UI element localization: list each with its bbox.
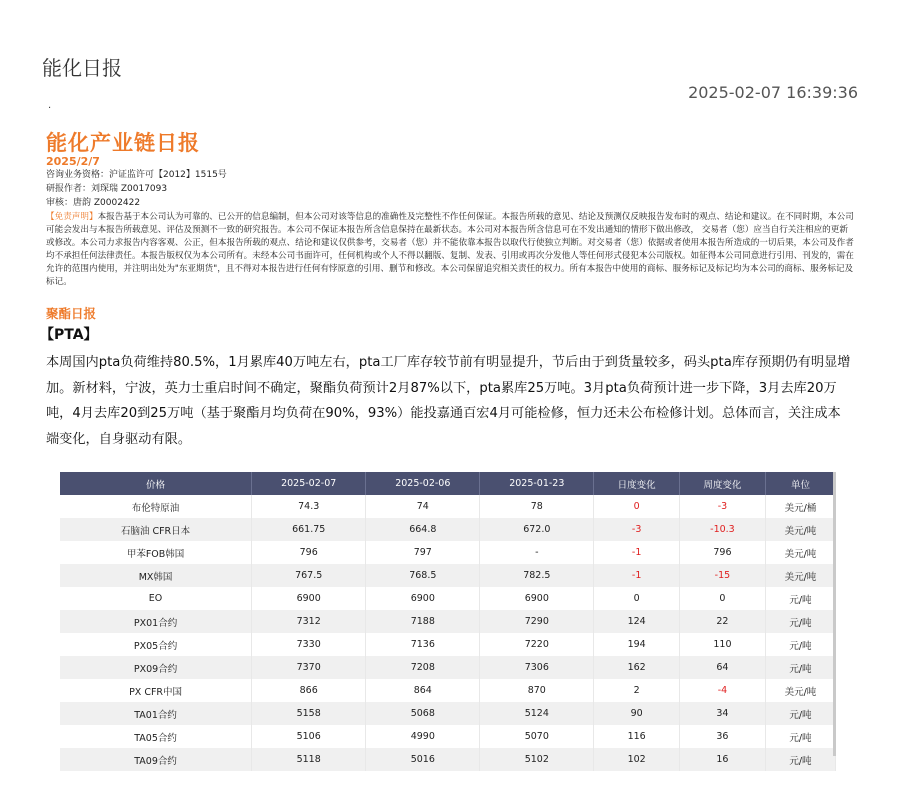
value-cell: 5102 — [480, 748, 594, 771]
value-cell: 6900 — [480, 587, 594, 610]
value-cell: 6900 — [252, 587, 366, 610]
row-name-cell: PX CFR中国 — [60, 679, 252, 702]
value-cell: 7370 — [252, 656, 366, 679]
unit-cell: 美元/吨 — [765, 541, 835, 564]
value-cell: 7290 — [480, 610, 594, 633]
table-row — [60, 541, 836, 564]
day-change-cell: 194 — [594, 633, 680, 656]
week-change-cell: 110 — [679, 633, 765, 656]
value-cell: 5070 — [480, 725, 594, 748]
value-cell: 7136 — [366, 633, 480, 656]
value-cell: 5068 — [366, 702, 480, 725]
unit-cell: 元/吨 — [765, 725, 835, 748]
value-cell: 7188 — [366, 610, 480, 633]
value-cell: - — [480, 541, 594, 564]
report-date: 2025/2/7 — [46, 155, 100, 168]
timestamp: 2025-02-07 16:39:36 — [688, 83, 858, 102]
row-name-cell: 甲苯FOB韩国 — [60, 541, 252, 564]
week-change-cell: -4 — [679, 679, 765, 702]
value-cell: 5118 — [252, 748, 366, 771]
row-name-cell: 石脑油 CFR日本 — [60, 518, 252, 541]
value-cell: 5106 — [252, 725, 366, 748]
value-cell: 4990 — [366, 725, 480, 748]
value-cell: 74.3 — [252, 495, 366, 518]
author-line: 研报作者：刘琛瑞 Z0017093 — [46, 184, 168, 194]
week-change-cell: -3 — [679, 495, 765, 518]
row-name-cell: PX05合约 — [60, 633, 252, 656]
week-change-cell: 796 — [679, 541, 765, 564]
unit-cell: 元/吨 — [765, 610, 835, 633]
value-cell: 796 — [252, 541, 366, 564]
value-cell: 6900 — [366, 587, 480, 610]
price-table — [60, 472, 836, 771]
table-row — [60, 702, 836, 725]
unit-cell: 元/吨 — [765, 633, 835, 656]
value-cell: 7208 — [366, 656, 480, 679]
table-row — [60, 518, 836, 541]
week-change-cell: -15 — [679, 564, 765, 587]
value-cell: 768.5 — [366, 564, 480, 587]
value-cell: 5124 — [480, 702, 594, 725]
header-cell: 价格 — [60, 472, 252, 495]
day-change-cell: 116 — [594, 725, 680, 748]
reviewer-line: 审核：唐韵 Z0002422 — [46, 198, 141, 208]
value-cell: 767.5 — [252, 564, 366, 587]
header-cell: 单位 — [765, 472, 835, 495]
table-row — [60, 587, 836, 610]
header-cell: 周度变化 — [679, 472, 765, 495]
row-name-cell: TA01合约 — [60, 702, 252, 725]
table-edge — [833, 472, 836, 756]
row-name-cell: EO — [60, 587, 252, 610]
week-change-cell: 36 — [679, 725, 765, 748]
unit-cell: 元/吨 — [765, 702, 835, 725]
table-row — [60, 610, 836, 633]
unit-cell: 美元/桶 — [765, 495, 835, 518]
header-cell: 2025-01-23 — [480, 472, 594, 495]
value-cell: 661.75 — [252, 518, 366, 541]
value-cell: 74 — [366, 495, 480, 518]
row-name-cell: 布伦特原油 — [60, 495, 252, 518]
header-cell: 日度变化 — [594, 472, 680, 495]
table-row — [60, 725, 836, 748]
disclaimer — [46, 211, 854, 289]
value-cell: 864 — [366, 679, 480, 702]
day-change-cell: 162 — [594, 656, 680, 679]
week-change-cell: 34 — [679, 702, 765, 725]
day-change-cell: 0 — [594, 495, 680, 518]
day-change-cell: 90 — [594, 702, 680, 725]
day-change-cell: 124 — [594, 610, 680, 633]
value-cell: 870 — [480, 679, 594, 702]
week-change-cell: 16 — [679, 748, 765, 771]
day-change-cell: 2 — [594, 679, 680, 702]
value-cell: 782.5 — [480, 564, 594, 587]
table-row — [60, 748, 836, 771]
week-change-cell: -10.3 — [679, 518, 765, 541]
day-change-cell: -1 — [594, 541, 680, 564]
day-change-cell: -1 — [594, 564, 680, 587]
unit-cell: 美元/吨 — [765, 679, 835, 702]
day-change-cell: 0 — [594, 587, 680, 610]
header-cell: 2025-02-06 — [366, 472, 480, 495]
value-cell: 672.0 — [480, 518, 594, 541]
bullet-dot: . — [48, 100, 52, 111]
table-row — [60, 564, 836, 587]
section-subtitle: 【PTA】 — [40, 327, 98, 343]
unit-cell: 元/吨 — [765, 587, 835, 610]
header-cell: 2025-02-07 — [252, 472, 366, 495]
row-name-cell: PX09合约 — [60, 656, 252, 679]
value-cell: 866 — [252, 679, 366, 702]
disclaimer-tag: 【免责声明】 — [46, 212, 98, 222]
table-row — [60, 656, 836, 679]
value-cell: 7312 — [252, 610, 366, 633]
week-change-cell: 22 — [679, 610, 765, 633]
page-title: 能化日报 — [42, 56, 122, 80]
table-row — [60, 633, 836, 656]
value-cell: 797 — [366, 541, 480, 564]
row-name-cell: TA09合约 — [60, 748, 252, 771]
table-header-row — [60, 472, 836, 495]
value-cell: 7330 — [252, 633, 366, 656]
row-name-cell: MX韩国 — [60, 564, 252, 587]
license-line: 咨询业务资格：沪证监许可【2012】1515号 — [46, 170, 227, 180]
unit-cell: 美元/吨 — [765, 564, 835, 587]
unit-cell: 元/吨 — [765, 656, 835, 679]
table-row — [60, 495, 836, 518]
week-change-cell: 0 — [679, 587, 765, 610]
section-title: 聚酯日报 — [46, 306, 97, 321]
day-change-cell: -3 — [594, 518, 680, 541]
unit-cell: 元/吨 — [765, 748, 835, 771]
section-body: 本周国内pta负荷维持80.5%，1月累库40万吨左右，pta工厂库存较节前有明显提升，节后由于到货量较多，码头pta库存预期仍有明显增加。新材料，宁波，英力士重启时间不确定，聚酯负荷预计2月87%以下，pta累库25万吨。3月pta负荷预计进一步下降，3月去库20万吨，4月去库20到25万吨（基于聚酯月均负荷在90%，93%）能投嘉通百宏4月可能检修，恒力还未公布检修计划。总体而言，关注成本端变化，自身驱动有限。 — [46, 355, 851, 447]
row-name-cell: PX01合约 — [60, 610, 252, 633]
value-cell: 78 — [480, 495, 594, 518]
table-row — [60, 679, 836, 702]
value-cell: 664.8 — [366, 518, 480, 541]
unit-cell: 美元/吨 — [765, 518, 835, 541]
disclaimer-text: 本报告基于本公司认为可靠的、已公开的信息编制，但本公司对该等信息的准确性及完整性不作任何保证。本报告所载的意见、结论及预测仅反映报告发布时的观点、结论和建议。在不同时期，本公司可能会发出与本报告所载意见、评估及预测不一致的研究报告。本公司不保证本报告所含信息保持在最新状态。本公司对本报告所含信息可在不发出通知的情形下做出修改， 交易者（您）应当自行关注相应的更新或修改。本公司力求报告内容客观、公正，但本报告所载的观点、结论和建议仅供参考，交易者（您）并不能依靠本报告以取代行使独立判断。对交易者（您）依据或者使用本报告所造成的一切后果，本公司及作者均不承担任何法律责任。本报告版权仅为本公司所有。未经本公司书面许可，任何机构或个人不得以翻版、复制、发表、引用或再次分发他人等任何形式侵犯本公司版权。如征得本公司同意进行引用、刊发的，需在允许的范围内使用，并注明出处为"东亚期货"，且不得对本报告进行任何有悖原意的引用、删节和修改。本公司保留追究相关责任的权力。所有本报告中使用的商标、服务标记及标记均为本公司的商标、服务标记及标记。 — [46, 212, 854, 287]
row-name-cell: TA05合约 — [60, 725, 252, 748]
value-cell: 5016 — [366, 748, 480, 771]
value-cell: 7220 — [480, 633, 594, 656]
value-cell: 7306 — [480, 656, 594, 679]
report-title: 能化产业链日报 — [46, 131, 200, 155]
week-change-cell: 64 — [679, 656, 765, 679]
day-change-cell: 102 — [594, 748, 680, 771]
value-cell: 5158 — [252, 702, 366, 725]
